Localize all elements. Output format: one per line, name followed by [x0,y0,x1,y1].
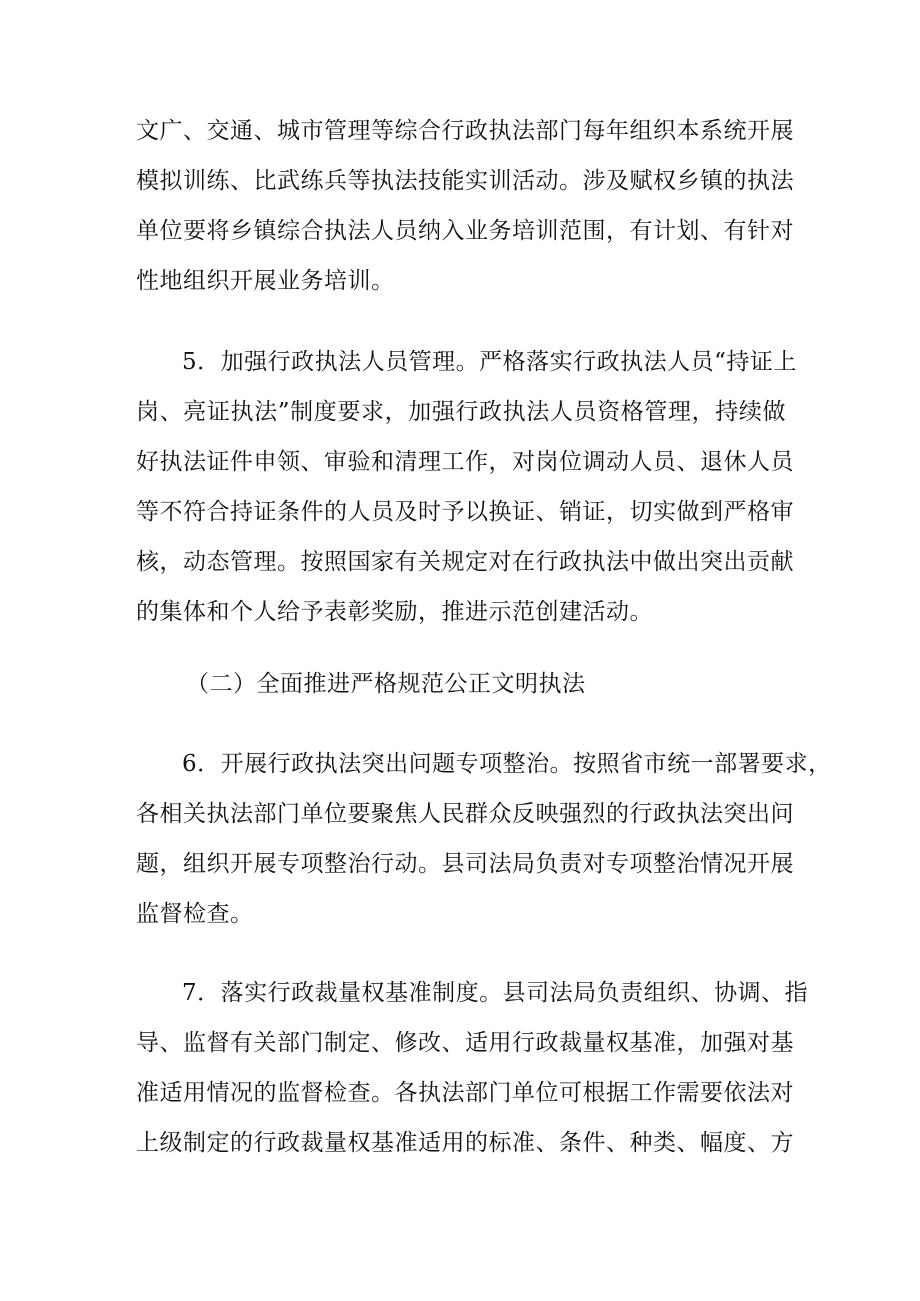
paragraph-4-line-1: 7．落实行政裁量权基准制度。县司法局负责组织、协调、指 [182,980,809,1006]
paragraph-3-line-4: 监督检查。 [136,901,254,927]
paragraph-1-line-3: 单位要将乡镇综合执法人员纳入业务培训范围，有计划、有针对 [136,218,794,244]
paragraph-2-line-6: 的集体和个人给予表彰奖励，推进示范创建活动。 [136,599,653,625]
paragraph-4-line-2: 导、监督有关部门制定、修改、适用行政裁量权基准，加强对基 [136,1030,794,1056]
paragraph-1-line-2: 模拟训练、比武练兵等执法技能实训活动。涉及赋权乡镇的执法 [136,168,794,194]
paragraph-2-line-3: 好执法证件申领、审验和清理工作，对岗位调动人员、退休人员 [136,449,794,475]
paragraph-2-line-1: 5．加强行政执法人员管理。严格落实行政执法人员“持证上 [182,349,797,375]
paragraph-4-line-3: 准适用情况的监督检查。各执法部门单位可根据工作需要依法对 [136,1080,794,1106]
paragraph-1-line-4: 性地组织开展业务培训。 [136,268,395,294]
paragraph-2-line-5: 核，动态管理。按照国家有关规定对在行政执法中做出突出贡献 [136,549,794,575]
paragraph-4-line-4: 上级制定的行政裁量权基准适用的标准、条件、种类、幅度、方 [136,1130,794,1156]
paragraph-1-line-1: 文广、交通、城市管理等综合行政执法部门每年组织本系统开展 [136,118,794,144]
paragraph-3-line-3: 题，组织开展专项整治行动。县司法局负责对专项整治情况开展 [136,851,794,877]
paragraph-3-line-2: 各相关执法部门单位要聚焦人民群众反映强烈的行政执法突出问 [136,801,794,827]
paragraph-2-line-2: 岗、亮证执法”制度要求，加强行政执法人员资格管理，持续做 [136,399,786,425]
section-heading: （二）全面推进严格规范公正文明执法 [186,671,586,697]
paragraph-3-line-1: 6．开展行政执法突出问题专项整治。按照省市统一部署要求， [182,751,832,777]
paragraph-2-line-4: 等不符合持证条件的人员及时予以换证、销证，切实做到严格审 [136,499,794,525]
